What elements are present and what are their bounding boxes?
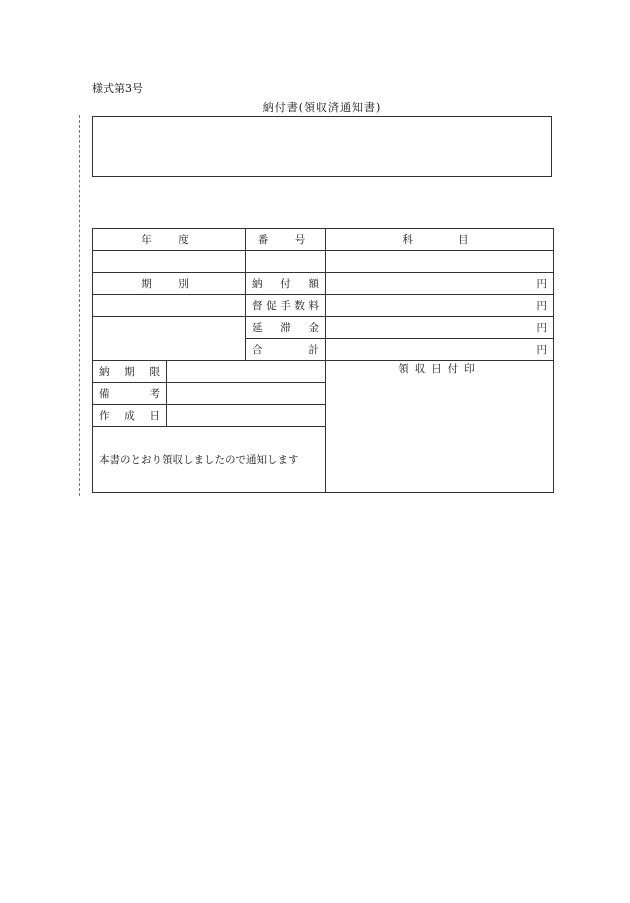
biko-value (167, 383, 326, 405)
nofugaku-yen: 円 (326, 273, 554, 295)
sakuseibi-label: 作成日 (93, 405, 167, 427)
header-bango: 番 号 (246, 229, 326, 251)
blank-cell (93, 317, 246, 361)
form-number: 様式第3号 (92, 82, 143, 95)
tokusoku-yen: 円 (326, 295, 554, 317)
nofugaku-label: 納付額 (246, 273, 326, 295)
table-row (93, 317, 554, 339)
nokigen-label: 納期限 (93, 361, 167, 383)
gokei-yen: 円 (326, 339, 554, 361)
kibetsu-value (93, 295, 246, 317)
table-row (93, 273, 554, 295)
kibetsu-label: 期 別 (93, 273, 246, 295)
entai-label: 延滞金 (246, 317, 326, 339)
bango-value (246, 251, 326, 273)
tokusoku-label: 督促手数料 (246, 295, 326, 317)
table-row (93, 361, 554, 383)
nokigen-value (167, 361, 326, 383)
table-row (93, 229, 554, 251)
header-nendo: 年 度 (93, 229, 246, 251)
stamp-cell: 領収日付印 (326, 361, 554, 493)
address-box (92, 116, 552, 177)
kamoku-value (326, 251, 554, 273)
gokei-label: 合計 (246, 339, 326, 361)
table-row (93, 295, 554, 317)
notice-text: 本書のとおり領収しましたので通知します (93, 427, 326, 493)
nendo-value (93, 251, 246, 273)
header-kamoku: 科 目 (326, 229, 554, 251)
table-row (93, 251, 554, 273)
entai-yen: 円 (326, 317, 554, 339)
biko-label: 備考 (93, 383, 167, 405)
sakuseibi-value (167, 405, 326, 427)
fold-line (79, 115, 80, 496)
payment-table (92, 228, 554, 493)
form-title: 納付書(領収済通知書) (262, 101, 382, 114)
